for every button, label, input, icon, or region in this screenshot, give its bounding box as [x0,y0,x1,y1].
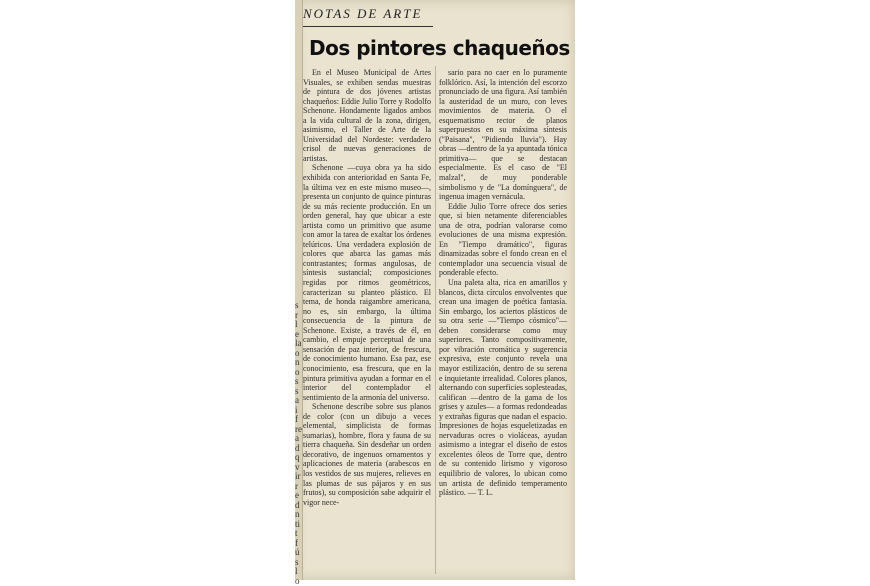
margin-fragment: a [295,433,299,443]
article-column-1 [303,68,431,507]
column-divider [435,66,436,574]
margin-fragment: f [295,414,298,424]
article-column-2 [439,68,567,498]
margin-fragment: l [295,566,298,576]
margin-fragment: d [295,442,300,453]
paragraph: Schenone —cuya obra ya ha sido exhibida con anterioridad en Santa Fe, la última vez en este mismo museo—, presenta un conjunto de quince pinturas de su más reciente producción. En un orden general, hay que ubicar a este artista como un primitivo que asume con amor la tarea de exaltar los órdenes telúricos. Una verdadera explosión de colores que abarca las gamas más contrastantes; formas angulosas, de síntesis sustancial; composiciones regidas por ritmos geométricos, caracterizan su planteo plástico. El tema, de honda raigambre americana, no es, sin embargo, la última consecuencia de la pintura de Schenone. Existe, a través de él, en cambio, el empuje perceptual de una sensación de paz interior, de frescura, de conocimiento humano. Esa paz, ese conocimiento, esa frescura, que en la pintura primitiva ayudan a formar en el interior del contemplador el sentimiento de la armonía del universo. [303,163,431,402]
margin-fragment: d [295,499,300,510]
margin-fragment: r [295,309,298,320]
margin-fragment: r [295,480,298,491]
margin-fragment: s [295,300,299,310]
margin-fragment: re [295,423,302,434]
margin-fragment: e [295,490,299,500]
margin-fragment: s [295,376,299,386]
adjacent-column-edge [295,0,303,586]
margin-fragment: v [295,461,300,472]
section-rule [303,26,433,27]
margin-fragment: la [295,338,302,348]
newspaper-clipping [295,0,575,586]
margin-fragment: o [295,347,300,358]
margin-fragment: e [295,328,299,339]
margin-fragment: t [295,528,298,538]
margin-fragment: ir [295,471,301,481]
margin-fragment: a [295,395,299,405]
margin-fragment: f [295,537,298,548]
margin-fragment: ú [295,547,300,557]
margin-fragment: l [295,319,298,329]
paragraph: Eddie Julio Torre ofrece dos series que, si bien netamente diferenciables una de otra, podrían valorarse como evoluciones de una misma expresión. En "Tiempo dramático", figuras dinamizadas sobre el fondo crean en el contemplador una secuencia visual de ponderable efecto. [439,201,567,278]
margin-fragment: ti [295,518,301,529]
article-headline: Dos pintores chaqueños [309,36,570,60]
margin-fragment: s [295,556,299,567]
paragraph: sario para no caer en lo puramente folklórico. Así, la intención del escorzo pronunciado de una figura. Así también la austeridad de un muro, con leves movimientos de materia. O el esquematismo rector de planos superpuestos en su máxima síntesis ("Paisana", "Pidiendo lluvia"). Hay obras —dentro de la ya apuntada tónica primitiva— que se destacan especialmente. Es el caso de "El malzal", de muy ponderable simbolismo y de "La domínguera", de ingenua imagen vernácula. [439,68,567,202]
margin-fragment: q [295,452,300,462]
margin-fragment: o [295,366,300,377]
margin-fragment: n [295,509,300,519]
paragraph: Una paleta alta, rica en amarillos y blancos, dicta círculos envolventes que crean una imagen de poética fantasía. Sin embargo, los aciertos plásticos de su otra serie —"Tiempo cósmico"— deben considerarse como muy superiores. Tanto compositivamente, por vibración cromática y sugerencia expresiva, este conjunto revela una mayor estilización, dentro de su serena e inquietante irrealidad. Colores planos, alternando con superficies soplesteadas, califican —dentro de la gama de los grises y azules— a formas redondeadas y extrañas figuras que nadan el espacio. Impresiones de hojas esqueletizadas en nervaduras ocres o violáceas, ayudan asimismo a integrar el diseño de estos excelentes óleos de Torre que, dentro de su contenido lirismo y vigoroso equilibrio de valores, lo ubican como un artista de definido temperamento plástico. — T. L. [439,278,567,498]
paragraph: En el Museo Municipal de Artes Visuales, se exhiben sendas muestras de pintura de dos jóvenes artistas chaqueños: Eddie Julio Torre y Rodolfo Schenone. Hondamente ligados ambos a la vida cultural de la zona, dirigen, asimismo, el Taller de Arte de la Universidad del Nordeste: verdadero crisol de nuevas generaciones de artistas. [303,68,431,163]
margin-fragment: s [295,385,299,396]
section-title: NOTAS DE ARTE [303,6,423,21]
margin-fragment: n [295,357,300,367]
margin-fragment: o [295,575,300,586]
paragraph: Schenone describe sobre sus planos de color (con un dibujo a veces elemental, simplicista de formas sumarias), hombre, flora y fauna de su tierra chaqueña. Sin desdeñar un orden decorativo, de ingenuos ornamentos y aplicaciones de materia (arabescos en los vestidos de sus mujeres, relieves en las plumas de sus pájaros y en sus frutos), su composición sabe adquirir el vigor nece- [303,402,431,507]
margin-fragment: i [295,404,298,415]
